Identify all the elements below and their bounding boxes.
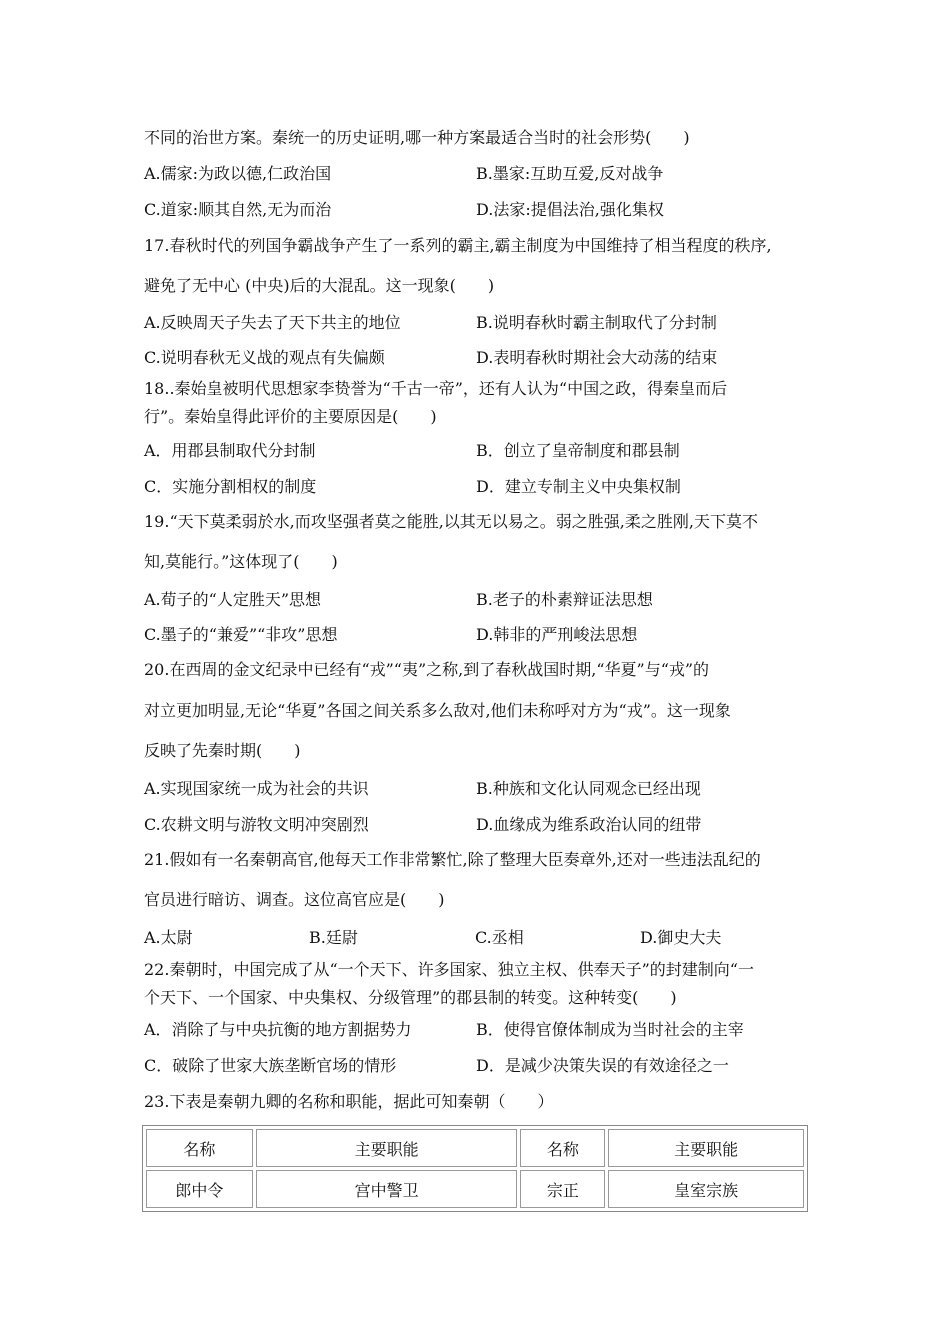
table-header-row [146,1129,804,1167]
q19-option-b: B.老子的朴素辩证法思想 [476,590,653,609]
q16-option-d: D.法家:提倡法治,强化集权 [476,200,664,219]
q19-option-a: A.荀子的“人定胜天”思想 [144,590,322,609]
q19-stem-line1: 19.“天下莫柔弱於水,而攻坚强者莫之能胜,以其无以易之。弱之胜强,柔之胜刚,天下莫不 [144,512,758,531]
q18-option-a: A．用郡县制取代分封制 [144,441,316,460]
q23-stem: 23.下表是秦朝九卿的名称和职能，据此可知秦朝（ ） [144,1092,554,1111]
q17-option-c: C.说明春秋无义战的观点有失偏颇 [144,348,385,367]
q22-stem-line1: 22.秦朝时，中国完成了从“一个天下、许多国家、独立主权、供奉天子”的封建制向“一 [144,960,754,979]
table-cell: 皇室宗族 [608,1170,804,1208]
q19-option-c: C.墨子的“兼爱”“非攻”思想 [144,625,338,644]
nine-ministers-table [142,1125,808,1212]
q18-stem-line1: 18..秦始皇被明代思想家李贽誉为“千古一帝”，还有人认为“中国之政，得秦皇而后 [144,379,728,398]
q20-option-c: C.农耕文明与游牧文明冲突剧烈 [144,815,369,834]
table-header-cell: 名称 [520,1129,605,1167]
q17-option-b: B.说明春秋时霸主制取代了分封制 [476,313,717,332]
q18-option-c: C．实施分割相权的制度 [144,477,317,496]
q21-option-b: B.廷尉 [309,928,358,947]
table-header-cell: 主要职能 [608,1129,804,1167]
q21-option-c: C.丞相 [475,928,524,947]
q22-option-a: A．消除了与中央抗衡的地方割据势力 [144,1020,412,1039]
q20-stem-line1: 20.在西周的金文纪录中已经有“戎”“夷”之称,到了春秋战国时期,“华夏”与“戎”的 [144,660,710,679]
q16-option-c: C.道家:顺其自然,无为而治 [144,200,332,219]
q16-stem: 不同的治世方案。秦统一的历史证明,哪一种方案最适合当时的社会形势( ) [144,128,690,147]
q22-option-d: D．是减少决策失误的有效途径之一 [476,1056,729,1075]
q20-stem-line2: 对立更加明显,无论“华夏”各国之间关系多么敌对,他们未称呼对方为“戎”。这一现象 [144,701,731,720]
q20-option-a: A.实现国家统一成为社会的共识 [144,779,369,798]
table-header-cell: 主要职能 [256,1129,518,1167]
q16-option-a: A.儒家:为政以德,仁政治国 [144,164,332,183]
q20-option-d: D.血缘成为维系政治认同的纽带 [476,815,702,834]
q21-option-a: A.太尉 [144,928,193,947]
q18-option-d: D．建立专制主义中央集权制 [476,477,681,496]
q16-option-b: B.墨家:互助互爱,反对战争 [476,164,664,183]
table-header-cell: 名称 [146,1129,253,1167]
q21-stem-line2: 官员进行暗访、调查。这位高官应是( ) [144,890,445,909]
q19-option-d: D.韩非的严刑峻法思想 [476,625,638,644]
q17-option-d: D.表明春秋时期社会大动荡的结束 [476,348,718,367]
q22-option-c: C．破除了世家大族垄断官场的情形 [144,1056,397,1075]
q22-stem-line2: 个天下、一个国家、中央集权、分级管理”的郡县制的转变。这种转变( ) [144,988,677,1007]
q20-stem-line3: 反映了先秦时期( ) [144,741,301,760]
table-cell: 宗正 [520,1170,605,1208]
table-cell: 宫中警卫 [256,1170,518,1208]
q21-stem-line1: 21.假如有一名秦朝高官,他每天工作非常繁忙,除了整理大臣奏章外,还对一些违法乱纪的 [144,850,761,869]
q19-stem-line2: 知,莫能行。”这体现了( ) [144,552,338,571]
q18-stem-line2: 行”。秦始皇得此评价的主要原因是( ) [144,407,437,426]
q17-option-a: A.反映周天子失去了天下共主的地位 [144,313,401,332]
q18-option-b: B．创立了皇帝制度和郡县制 [476,441,680,460]
q17-stem-line2: 避免了无中心 (中央)后的大混乱。这一现象( ) [144,276,495,295]
q20-option-b: B.种族和文化认同观念已经出现 [476,779,701,798]
table-cell: 郎中令 [146,1170,253,1208]
q17-stem-line1: 17.春秋时代的列国争霸战争产生了一系列的霸主,霸主制度为中国维持了相当程度的秩序, [144,236,772,255]
table-row [146,1170,804,1208]
q21-option-d: D.御史大夫 [640,928,722,947]
q22-option-b: B．使得官僚体制成为当时社会的主宰 [476,1020,744,1039]
